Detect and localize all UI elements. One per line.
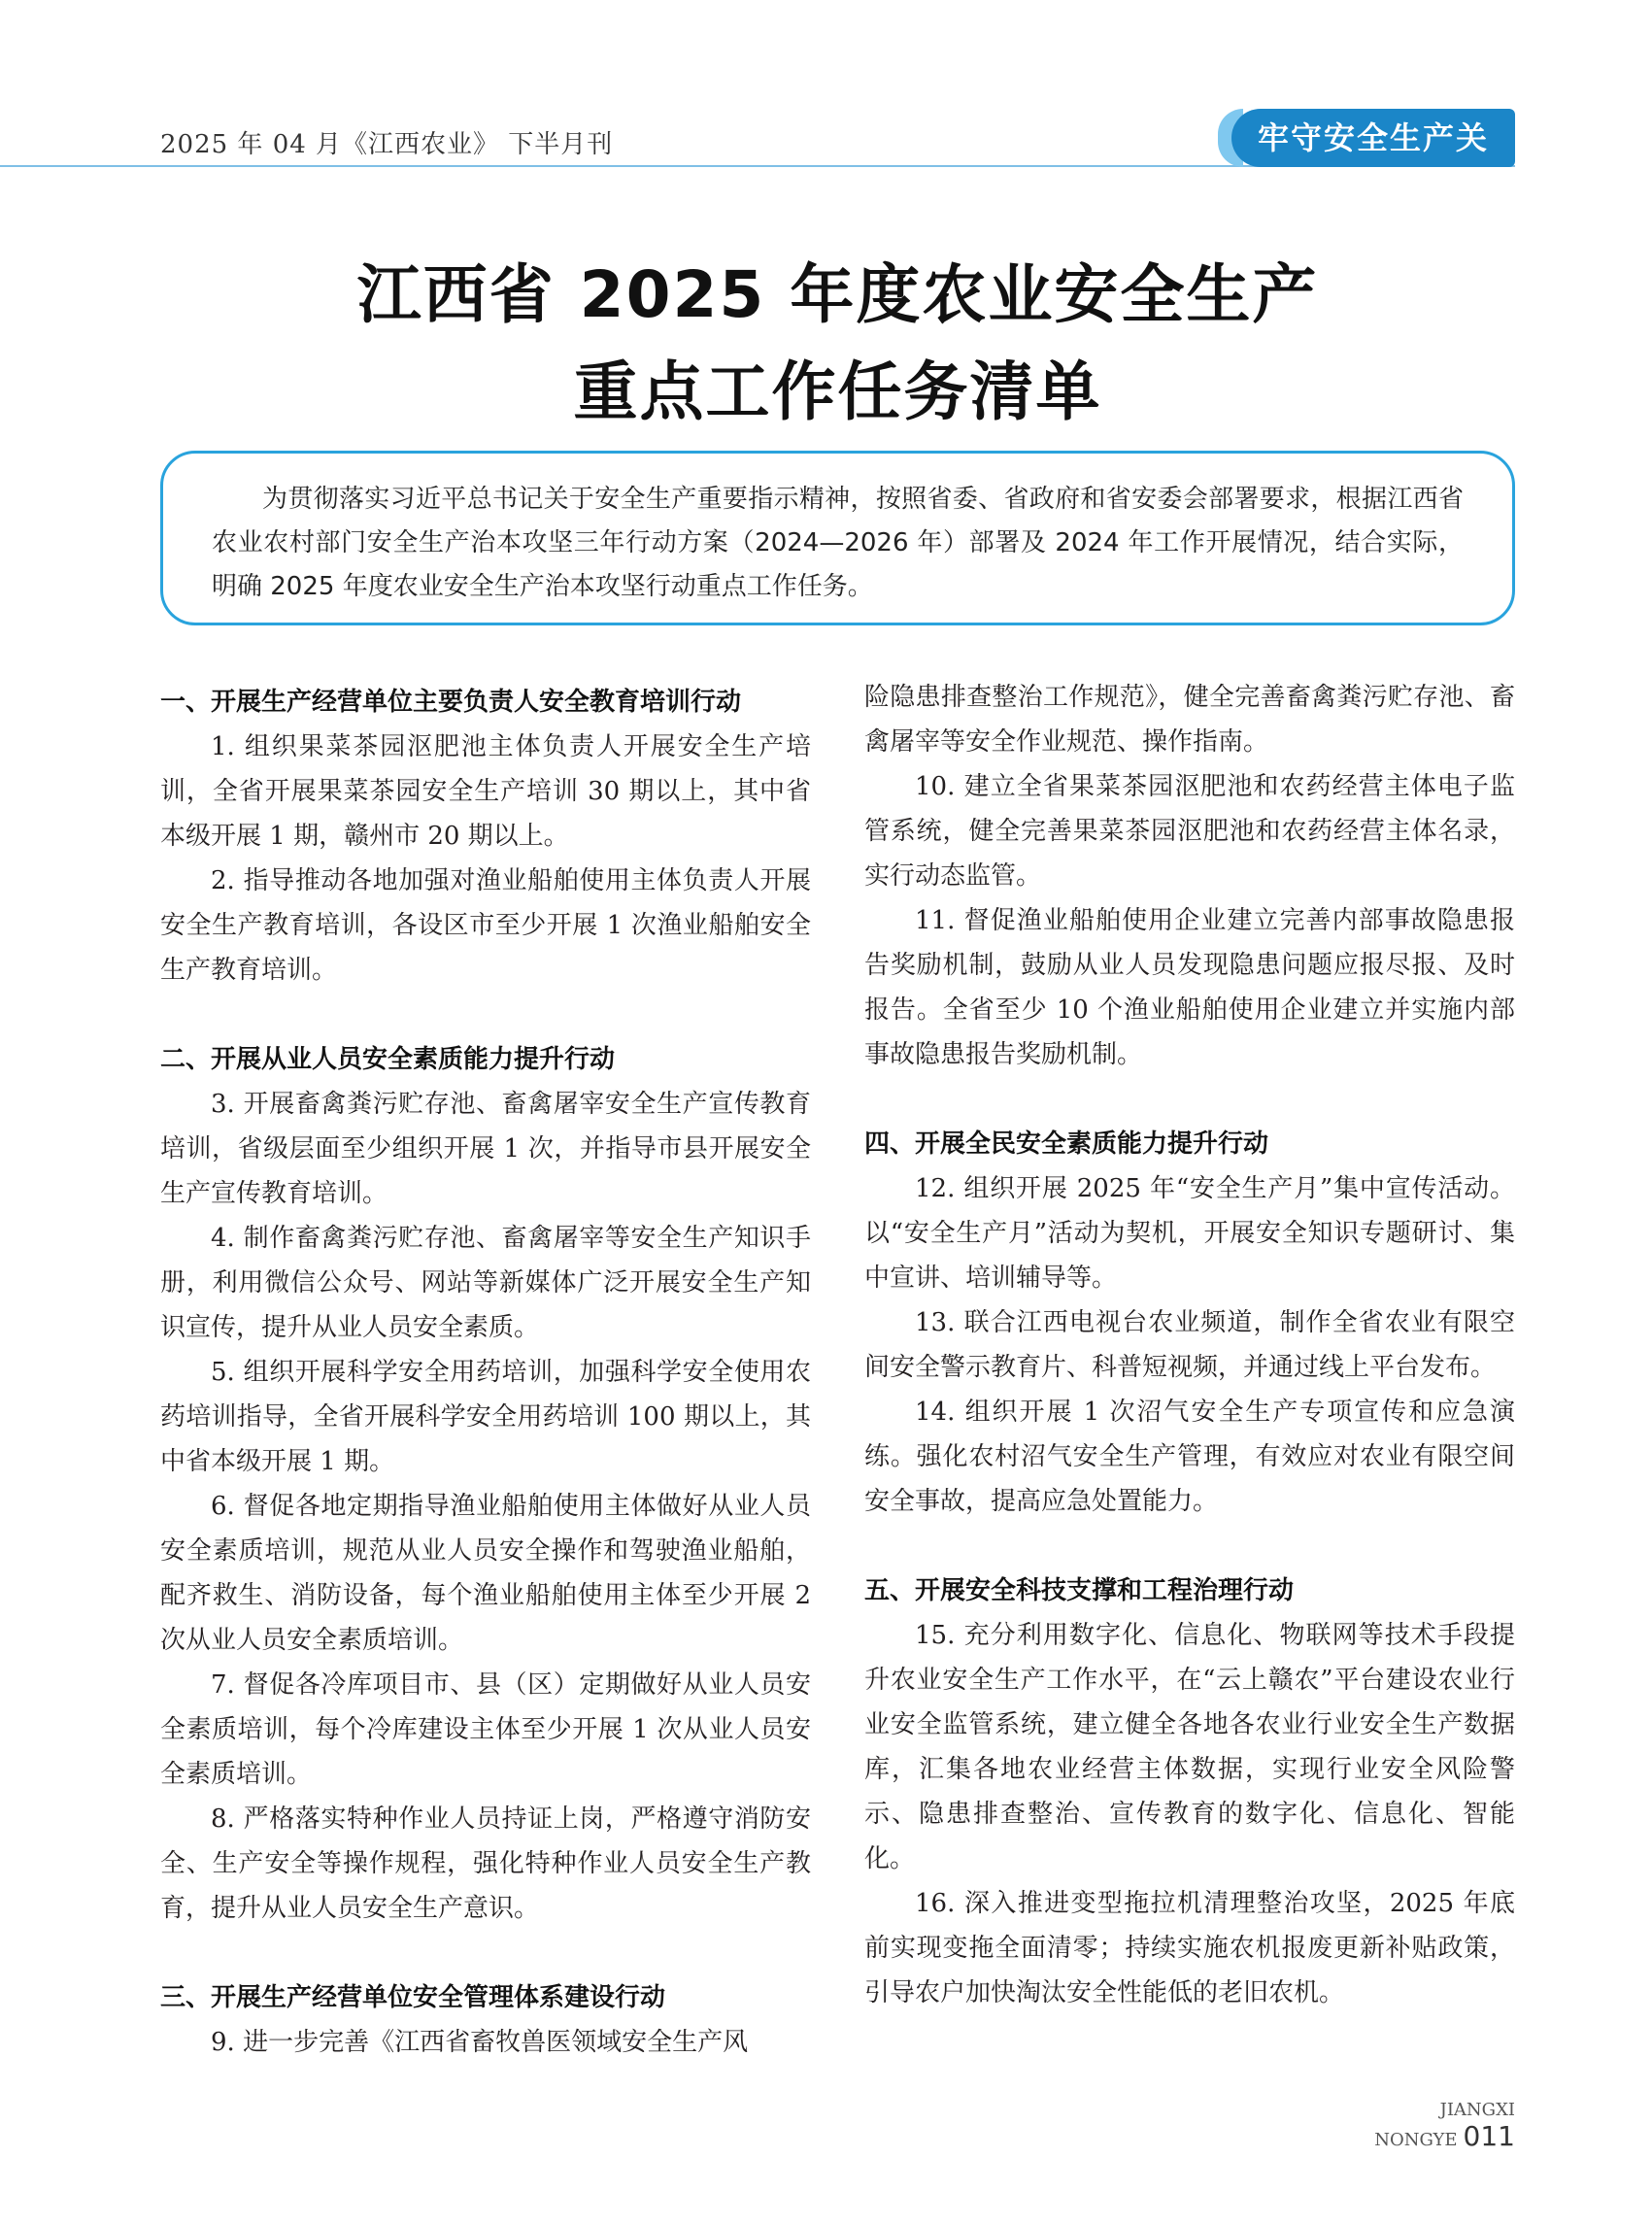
page-title-line1: 江西省 2025 年度农业安全生产: [356, 257, 1319, 332]
page-footer: [1301, 2100, 1515, 2152]
list-item: 4. 制作畜禽粪污贮存池、畜禽屠宰等安全生产知识手册，利用微信公众号、网站等新媒体广泛开展安全生产知识宣传，提升从业人员安全素质。: [160, 1224, 811, 1342]
list-item-continued: 险隐患排查整治工作规范》，健全完善畜禽粪污贮存池、畜禽屠宰等安全作业规范、操作指南。: [864, 683, 1515, 757]
list-item: 7. 督促各冷库项目市、县（区）定期做好从业人员安全素质培训，每个冷库建设主体至少开展 1 次从业人员安全素质培训。: [160, 1670, 811, 1789]
list-item: 5. 组织开展科学安全用药培训，加强科学安全使用农药培训指导，全省开展科学安全用药培训 100 期以上，其中省本级开展 1 期。: [160, 1358, 811, 1476]
list-item: 2. 指导推动各地加强对渔业船舶使用主体负责人开展安全生产教育培训，各设区市至少开展 1 次渔业船舶安全生产教育培训。: [160, 866, 811, 985]
section-heading-5: 五、开展安全科技支撑和工程治理行动: [864, 1576, 1295, 1605]
list-item: 1. 组织果菜茶园沤肥池主体负责人开展安全生产培训，全省开展果菜茶园安全生产培训 30 期以上，其中省本级开展 1 期，赣州市 20 期以上。: [160, 732, 811, 851]
list-item: 9. 进一步完善《江西省畜牧兽医领域安全生产风: [211, 2028, 749, 2057]
intro-box: 为贯彻落实习近平总书记关于安全生产重要指示精神，按照省委、省政府和省安委会部署要求，根据江西省农业农村部门安全生产治本攻坚三年行动方案（2024—2026 年）部署及 2024 年工作开展情况，结合实际，明确 2025 年度农业安全生产治本攻坚行动重点工作任务。: [160, 451, 1515, 625]
issue-header: 2025 年 04 月《江西农业》 下半月刊: [160, 130, 614, 159]
spacer: [864, 1524, 1515, 1568]
list-item: 16. 深入推进变型拖拉机清理整治攻坚，2025 年底前实现变拖全面清零；持续实施农机报废更新补贴政策，引导农户加快淘汰安全性能低的老旧农机。: [864, 1889, 1515, 2007]
right-column: [864, 675, 1515, 2015]
journal-name: JIANGXI NONGYE: [1374, 2100, 1515, 2150]
spacer: [864, 1077, 1515, 1122]
page-title-line2: 重点工作任务清单: [573, 354, 1102, 429]
section-heading-4: 四、开展全民安全素质能力提升行动: [864, 1129, 1269, 1159]
spacer: [160, 993, 811, 1037]
list-item: 12. 组织开展 2025 年“安全生产月”集中宣传活动。以“安全生产月”活动为契机，开展安全知识专题研讨、集中宣讲、培训辅导等。: [864, 1174, 1515, 1293]
list-item: 6. 督促各地定期指导渔业船舶使用主体做好从业人员安全素质培训，规范从业人员安全操作和驾驶渔业船舶，配齐救生、消防设备，每个渔业船舶使用主体至少开展 2 次从业人员安全素质培训。: [160, 1492, 811, 1655]
section-heading-2: 二、开展从业人员安全素质能力提升行动: [160, 1045, 616, 1074]
page-number: 011: [1463, 2120, 1515, 2152]
list-item: 10. 建立全省果菜茶园沤肥池和农药经营主体电子监管系统，健全完善果菜茶园沤肥池和农药经营主体名录，实行动态监管。: [864, 772, 1515, 891]
list-item: 15. 充分利用数字化、信息化、物联网等技术手段提升农业安全生产工作水平，在“云上赣农”平台建设农业行业安全监管系统，建立健全各地各农业行业安全生产数据库，汇集各地农业经营主体数据，实现行业安全风险警示、隐患排查整治、宣传教育的数字化、信息化、智能化。: [864, 1621, 1515, 1873]
section-heading-1: 一、开展生产经营单位主要负责人安全教育培训行动: [160, 688, 742, 717]
section-heading-3: 三、开展生产经营单位安全管理体系建设行动: [160, 1983, 666, 2012]
spacer: [160, 1931, 811, 1975]
list-item: 13. 联合江西电视台农业频道，制作全省农业有限空间安全警示教育片、科普短视频，并通过线上平台发布。: [864, 1308, 1515, 1382]
list-item: 11. 督促渔业船舶使用企业建立完善内部事故隐患报告奖励机制，鼓励从业人员发现隐患问题应报尽报、及时报告。全省至少 10 个渔业船舶使用企业建立并实施内部事故隐患报告奖励机制。: [864, 906, 1515, 1069]
list-item: 8. 严格落实特种作业人员持证上岗，严格遵守消防安全、生产安全等操作规程，强化特种作业人员安全生产教育，提升从业人员安全生产意识。: [160, 1804, 811, 1923]
section-badge: 牢守安全生产关: [1231, 109, 1515, 167]
left-column: [160, 680, 811, 2065]
list-item: 3. 开展畜禽粪污贮存池、畜禽屠宰安全生产宣传教育培训，省级层面至少组织开展 1 次，并指导市县开展安全生产宣传教育培训。: [160, 1090, 811, 1208]
list-item: 14. 组织开展 1 次沼气安全生产专项宣传和应急演练。强化农村沼气安全生产管理，有效应对农业有限空间安全事故，提高应急处置能力。: [864, 1398, 1515, 1516]
